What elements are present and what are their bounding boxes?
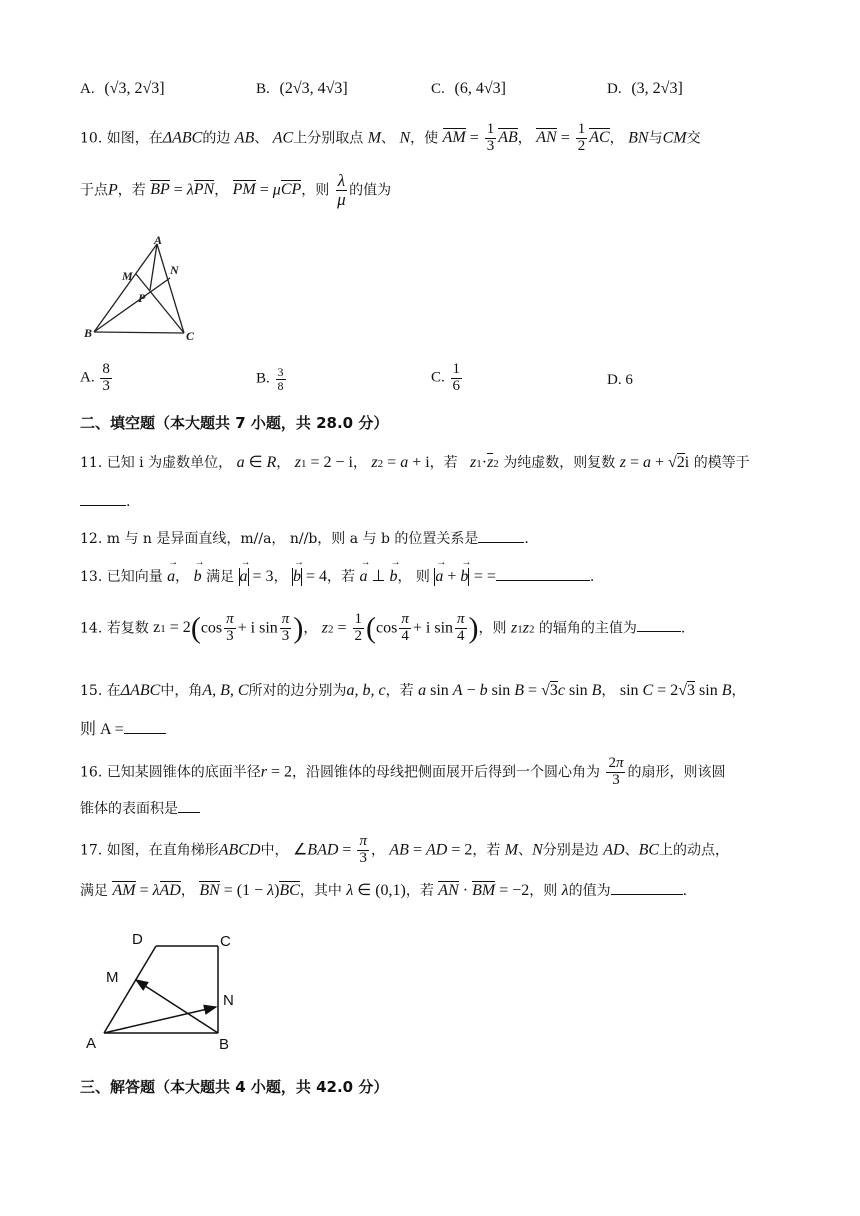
fraction: $\frac{2\pi}{3}$	[608, 755, 624, 788]
text: 、	[381, 130, 396, 147]
math: AC	[589, 129, 610, 147]
text: 的值为	[568, 883, 611, 899]
text: ，则	[301, 182, 330, 199]
text: ，	[276, 455, 291, 471]
text: ，	[370, 842, 385, 859]
math: λ	[561, 882, 569, 899]
q11-line1: 11. 已知 i 为虚数单位， a ∈ R， z1 = 2 − i， z2 = a + i，若	[80, 454, 458, 471]
text: 分别是边	[542, 842, 599, 859]
q10-option-b	[256, 366, 288, 392]
label-m: M	[106, 969, 119, 986]
text: ，	[180, 883, 195, 899]
option-label: D.	[607, 81, 622, 97]
q10-option-a	[80, 362, 114, 395]
math: → b	[194, 568, 202, 585]
text: 已知某圆锥体的底面半径	[106, 764, 261, 781]
label-n: N	[223, 992, 234, 1009]
trapezoid-figure	[80, 928, 250, 1054]
option-value: (3, 2√3]	[631, 80, 683, 97]
q11-line1-tail: z1·z2 为纯虚数，则复数 z = a + √2i 的模等于	[470, 454, 750, 471]
math: N	[399, 129, 411, 147]
math: λ	[346, 882, 354, 899]
label-a: A	[86, 1035, 97, 1052]
fraction: $\frac{\pi}{3}$	[226, 611, 234, 644]
question-number: 10.	[80, 130, 103, 147]
text: 已知 i 为虚数单位，	[106, 455, 233, 471]
label-a: A	[154, 233, 163, 247]
q9-option-d	[607, 80, 683, 98]
text: ，若	[405, 883, 434, 899]
option-value: (6, 4√3]	[454, 80, 506, 97]
label-m: M	[122, 269, 133, 283]
label-c: C	[186, 329, 195, 343]
option-label: A.	[80, 369, 95, 386]
fraction: $\frac{\pi}{4}$	[457, 611, 465, 644]
option-value: (2√3, 4√3]	[279, 80, 348, 97]
q12: 12. m 与 n 是异面直线，m//a， n//b，则 a 与 b 的位置关系是 .	[80, 531, 529, 547]
math: a, b, c	[346, 682, 386, 699]
math: z	[510, 619, 518, 637]
answer-blank[interactable]	[178, 812, 200, 813]
text: ，若	[385, 683, 414, 699]
segment-ap	[150, 244, 157, 290]
text: ，	[175, 569, 190, 585]
math: ΔABC	[162, 129, 203, 147]
question-number: 17.	[80, 842, 103, 859]
math: BP	[150, 181, 170, 199]
text: 的辐角的主值为	[538, 620, 637, 637]
vector-bm	[136, 980, 218, 1033]
math: N	[532, 841, 543, 859]
math: a	[236, 454, 245, 471]
label-n: N	[170, 263, 179, 277]
answer-blank[interactable]	[637, 631, 681, 632]
text: 若复数	[106, 620, 149, 637]
math: P	[108, 181, 118, 199]
q16-line2	[80, 798, 200, 818]
q10-option-d	[607, 372, 633, 389]
question-number: 15.	[80, 683, 103, 699]
math: BN	[628, 129, 649, 147]
math: BC	[638, 841, 660, 859]
text: 的边	[202, 130, 231, 147]
text: ，若	[117, 182, 146, 199]
text: 则 A =	[80, 721, 124, 738]
text: ，其中	[299, 883, 342, 899]
segment-bn	[94, 278, 170, 332]
text: 如图，在直角梯形	[106, 842, 219, 859]
math: z	[619, 454, 626, 471]
text: 锥体的表面积是	[80, 801, 178, 817]
text: ，	[517, 130, 532, 147]
side-da	[104, 946, 156, 1033]
option-label: A.	[80, 81, 95, 97]
math: a sin A − b sin B = √3c sin B	[418, 682, 602, 699]
fraction: $\frac{1}{3}$	[486, 121, 495, 154]
math: PM	[232, 181, 256, 199]
text: 于点	[80, 182, 108, 199]
text: 、	[518, 842, 533, 859]
triangle-figure	[84, 232, 204, 347]
text: = =	[473, 568, 496, 585]
text: 的模等于	[693, 455, 750, 471]
math: sin C = 2√3 sin B	[619, 682, 732, 699]
text: 与	[648, 130, 663, 147]
text: 为纯虚数，则复数	[503, 455, 616, 471]
text: 上分别取点	[293, 130, 364, 147]
fraction: $\frac{1}{2}$	[577, 121, 586, 154]
fraction: $\frac{\pi}{3}$	[281, 611, 290, 644]
text: 、	[254, 130, 269, 147]
math: BN	[199, 882, 220, 899]
math: AB	[234, 129, 255, 147]
label-p: P	[138, 291, 146, 305]
fraction: $\frac{1}{2}$	[354, 611, 363, 644]
math: z1·z2	[470, 454, 499, 471]
text: 、	[624, 842, 639, 859]
section-2-header: 二、填空题（本大题共 7 小题，共 28.0 分）	[80, 414, 389, 432]
math: AN	[536, 129, 557, 147]
answer-blank[interactable]	[124, 733, 166, 734]
section-3-header: 三、解答题（本大题共 4 小题，共 42.0 分）	[80, 1078, 389, 1096]
math: M	[504, 841, 519, 859]
math: ∠	[292, 841, 308, 859]
math: z	[294, 454, 301, 471]
math: M	[367, 129, 382, 147]
label-c: C	[220, 933, 231, 950]
math: AC	[272, 129, 294, 147]
text: ，	[214, 182, 229, 199]
answer-blank[interactable]	[80, 505, 126, 506]
text: ，若	[429, 455, 458, 471]
text: ，若	[327, 569, 356, 585]
math: PN	[193, 181, 215, 199]
q16-line1: 16. 已知某圆锥体的底面半径r = 2，沿圆锥体的母线把侧面展开后得到一个圆心角为 $\frac{2\pi}{3}$ 的扇形，则该圆	[80, 755, 726, 788]
fraction: $\frac{\pi}{3}$	[359, 833, 367, 866]
question-number: 13.	[80, 569, 103, 585]
option-label: B.	[256, 81, 270, 97]
question-number: 16.	[80, 764, 103, 781]
fraction: $\frac{3}{8}$	[277, 365, 284, 393]
question-number: 14.	[80, 620, 103, 637]
math: AD	[603, 841, 625, 859]
text: 所对的边分别为	[248, 683, 347, 699]
math: AM	[112, 882, 136, 899]
text: 已知向量	[106, 569, 163, 585]
text: 在	[106, 683, 121, 699]
q17-line1: 17. 如图，在直角梯形ABCD中， ∠BAD = $\frac{\pi}{3}$ ， AB = AD = 2，若 M、N分别是边 AD、BC上的动点，	[80, 833, 730, 866]
math: r	[260, 763, 267, 781]
q15-line2	[80, 716, 166, 739]
text: 上的动点，	[659, 842, 730, 859]
text: ，	[352, 455, 367, 471]
math: CM	[662, 129, 687, 147]
text: 满足	[206, 569, 235, 585]
label-b: B	[84, 326, 93, 340]
text: ，使	[410, 130, 439, 147]
fraction: $\frac{1}{6}$	[452, 361, 461, 394]
text: ，	[273, 569, 288, 585]
math: AB	[389, 841, 409, 859]
text: 的值为	[349, 182, 392, 199]
fraction: $\frac{\pi}{4}$	[401, 611, 409, 644]
math: ABCD	[218, 841, 261, 859]
q17-line2: 满足 AM = λAD， BN = (1 − λ)BC，其中 λ ∈ (0,1)，若 AN · BM = −2，则 λ的值为 .	[80, 882, 688, 899]
option-label: C.	[431, 81, 445, 97]
q10-line1: 10. 如图，在ΔABC的边 AB、 AC上分别取点 M、 N，使 AM = $\frac{1}{3}$ AB， AN = $\frac{1}{2}$ AC， BN与CM交	[80, 121, 701, 154]
text: ，	[609, 130, 624, 147]
q14: 14. 若复数 z1 = 2(cos $\frac{\pi}{3}$ + i sin $\frac{\pi}{3}$ )， z2 = $\frac{1}{2}$ (cos $\frac{\pi}{4}$ + i sin $\frac{\pi}{4}$ )，则 z1z2 的辐角的主值为 .	[80, 611, 686, 645]
text: ，则	[529, 883, 558, 899]
text: 中，角	[160, 683, 203, 699]
label-d: D	[132, 931, 143, 948]
answer-blank[interactable]	[478, 542, 524, 543]
math: AM	[442, 129, 466, 147]
q15-line1	[80, 680, 745, 700]
q10-line2: 于点P，若 BP = λPN， PM = μCP，则 $\frac{\lambda}{\mu}$ 的值为	[80, 171, 392, 209]
option-label: B.	[256, 370, 270, 387]
math: z1 = 2	[153, 619, 191, 637]
text: 的扇形，则该圆	[627, 764, 726, 781]
question-text: 12. m 与 n 是异面直线，m//a， n//b，则 a 与 b 的位置关系是	[80, 531, 479, 547]
q11-line2: .	[80, 494, 130, 510]
text: ，	[731, 683, 746, 699]
math: A, B, C	[202, 682, 249, 699]
q9-option-a	[80, 80, 165, 98]
math: ΔABC	[120, 682, 161, 699]
math: z	[371, 454, 378, 471]
text: 中，	[260, 842, 289, 859]
option-value: 6	[625, 372, 633, 388]
math: AN	[438, 882, 459, 899]
text: 交	[686, 130, 701, 147]
text: 满足	[80, 883, 108, 899]
question-number: 11.	[80, 455, 103, 471]
text: ，若	[472, 842, 501, 859]
math: → a	[167, 568, 175, 585]
option-label: D.	[607, 372, 622, 388]
q9-option-c	[431, 80, 506, 98]
side-bc	[94, 332, 184, 333]
q13: 13. 已知向量 → a， → b 满足 → a = 3， → b = 4，若 → a ⊥ → b， 则 → a + → b = = .	[80, 566, 594, 586]
text: ，	[601, 683, 616, 699]
text: ， 则	[397, 569, 430, 585]
math: AB	[498, 129, 518, 147]
side-ac	[157, 244, 184, 333]
q10-option-c	[431, 362, 464, 395]
fraction: $\frac{\lambda}{\mu}$	[337, 171, 346, 209]
fraction: $\frac{8}{3}$	[102, 361, 110, 394]
answer-blank[interactable]	[611, 894, 683, 895]
text: ，则	[478, 620, 507, 637]
q9-option-b	[256, 80, 348, 98]
text: ，沿圆锥体的母线把侧面展开后得到一个圆心角为	[291, 764, 600, 781]
option-label: C.	[431, 369, 445, 386]
answer-blank[interactable]	[496, 580, 590, 581]
label-b: B	[219, 1036, 230, 1053]
option-value: (√3, 2√3]	[104, 80, 165, 97]
text: 如图，在	[106, 130, 163, 147]
text: ，	[303, 620, 318, 637]
math: CP	[280, 181, 302, 199]
math: z	[321, 619, 328, 637]
